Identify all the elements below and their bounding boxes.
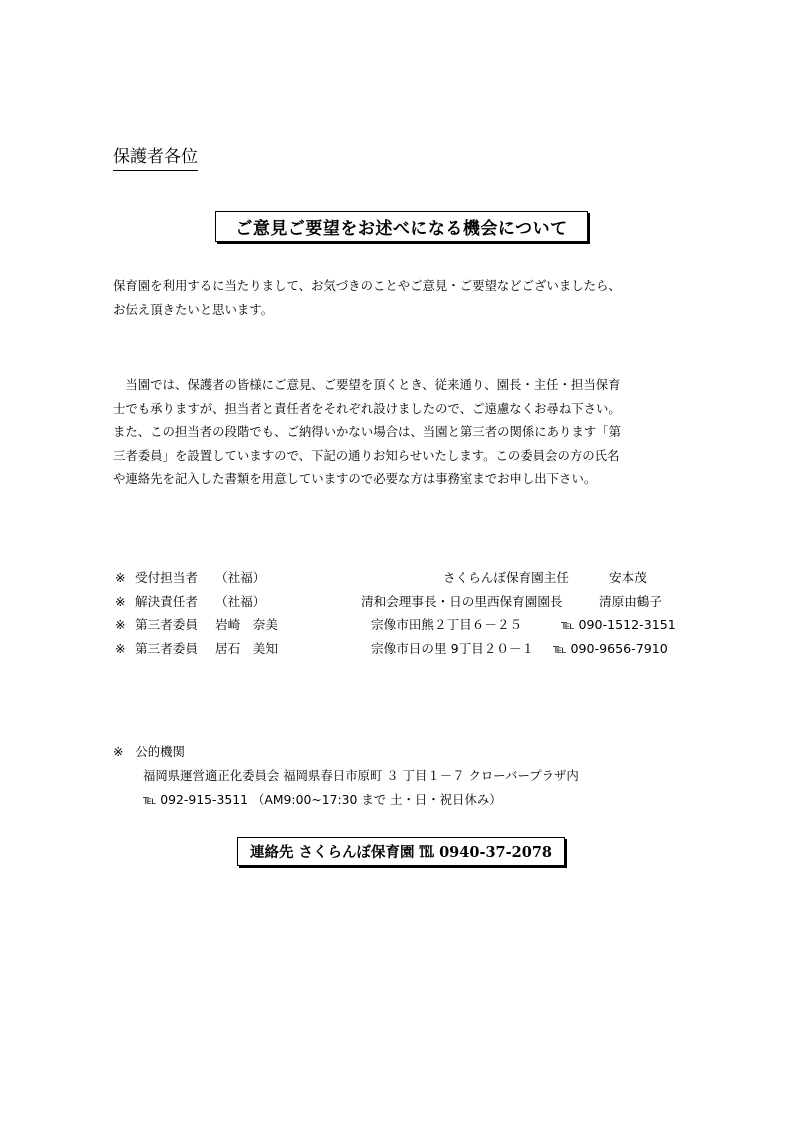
intro-line: 保育園を利用するに当たりまして、お気づきのことやご意見・ご要望などございましたら、 <box>113 278 621 293</box>
contact-role: 受付担当者 <box>135 570 198 585</box>
contact-role: 第三者委員 <box>135 640 198 656</box>
intro-line: お伝え頂きたいと思います。 <box>113 301 274 317</box>
contact-tel: ℡ 090-1512-3151 <box>561 617 676 632</box>
contact-role: 第三者委員 <box>135 617 198 632</box>
contact-footer-text: 連絡先 さくらんぼ保育園 ℡ 0940-37-2078 <box>249 844 553 861</box>
contact-list <box>113 566 693 660</box>
contact-organization: さくらんぼ保育園主任 <box>443 570 569 585</box>
public-org-tel: ℡ 092-915-3511 （AM9:00~17:30 まで 土・日・祝日休み） <box>143 792 502 807</box>
body-line: 当園では、保護者の皆様にご意見、ご要望を頂くとき、従来通り、園長・主任・担当保育 <box>113 377 621 392</box>
contact-row-reception <box>113 566 693 590</box>
contact-name: 岩崎 奈美 <box>215 617 278 632</box>
reference-mark: ※ <box>113 744 124 759</box>
public-org-label: 公的機関 <box>135 744 185 759</box>
public-org-address: 福岡県運営適正化委員会 福岡県春日市原町 ３ 丁目１－７ クローバープラザ内 <box>143 768 579 783</box>
contact-row-third-party-2 <box>113 637 693 661</box>
body-paragraph <box>113 373 683 491</box>
document-title-box <box>215 211 588 242</box>
contact-row-third-party-1 <box>113 613 693 637</box>
contact-affiliation: （社福） <box>215 593 266 609</box>
contact-address: 宗像市日の里 9丁目２０－１ <box>371 640 535 656</box>
recipient-heading: 保護者各位 <box>113 146 198 171</box>
reference-mark: ※ <box>115 640 126 656</box>
contact-role: 解決責任者 <box>135 593 198 609</box>
contact-person: 安本茂 <box>609 570 647 585</box>
contact-name: 居石 美知 <box>215 640 278 656</box>
reference-mark: ※ <box>115 617 126 632</box>
public-org-heading <box>113 740 579 764</box>
contact-organization: 清和会理事長・日の里西保育園園長 <box>361 593 563 609</box>
intro-paragraph <box>113 274 683 321</box>
body-line: や連絡先を記入した書類を用意していますので必要な方は事務室までお申し出下さい。 <box>113 471 597 486</box>
body-line: 士でも承りますが、担当者と責任者をそれぞれ設けましたので、ご遠慮なくお尋ね下さい。 <box>113 400 621 416</box>
contact-footer-box <box>237 837 565 866</box>
reference-mark: ※ <box>115 593 126 609</box>
contact-tel: ℡ 090-9656-7910 <box>553 640 668 656</box>
reference-mark: ※ <box>115 570 126 585</box>
body-line: 三者委員」を設置していますので、下記の通りお知らせいたします。この委員会の方の氏名 <box>113 447 620 463</box>
contact-row-resolution <box>113 590 693 614</box>
contact-person: 清原由鶴子 <box>599 593 662 609</box>
contact-affiliation: （社福） <box>215 570 266 585</box>
body-line: また、この担当者の段階でも、ご納得いかない場合は、当園と第三者の関係にあります「第 <box>113 424 622 439</box>
contact-address: 宗像市田熊２丁目６－２５ <box>371 617 523 632</box>
document-title: ご意見ご要望をお述べになる機会について <box>235 219 568 239</box>
public-organization-section <box>113 740 579 812</box>
